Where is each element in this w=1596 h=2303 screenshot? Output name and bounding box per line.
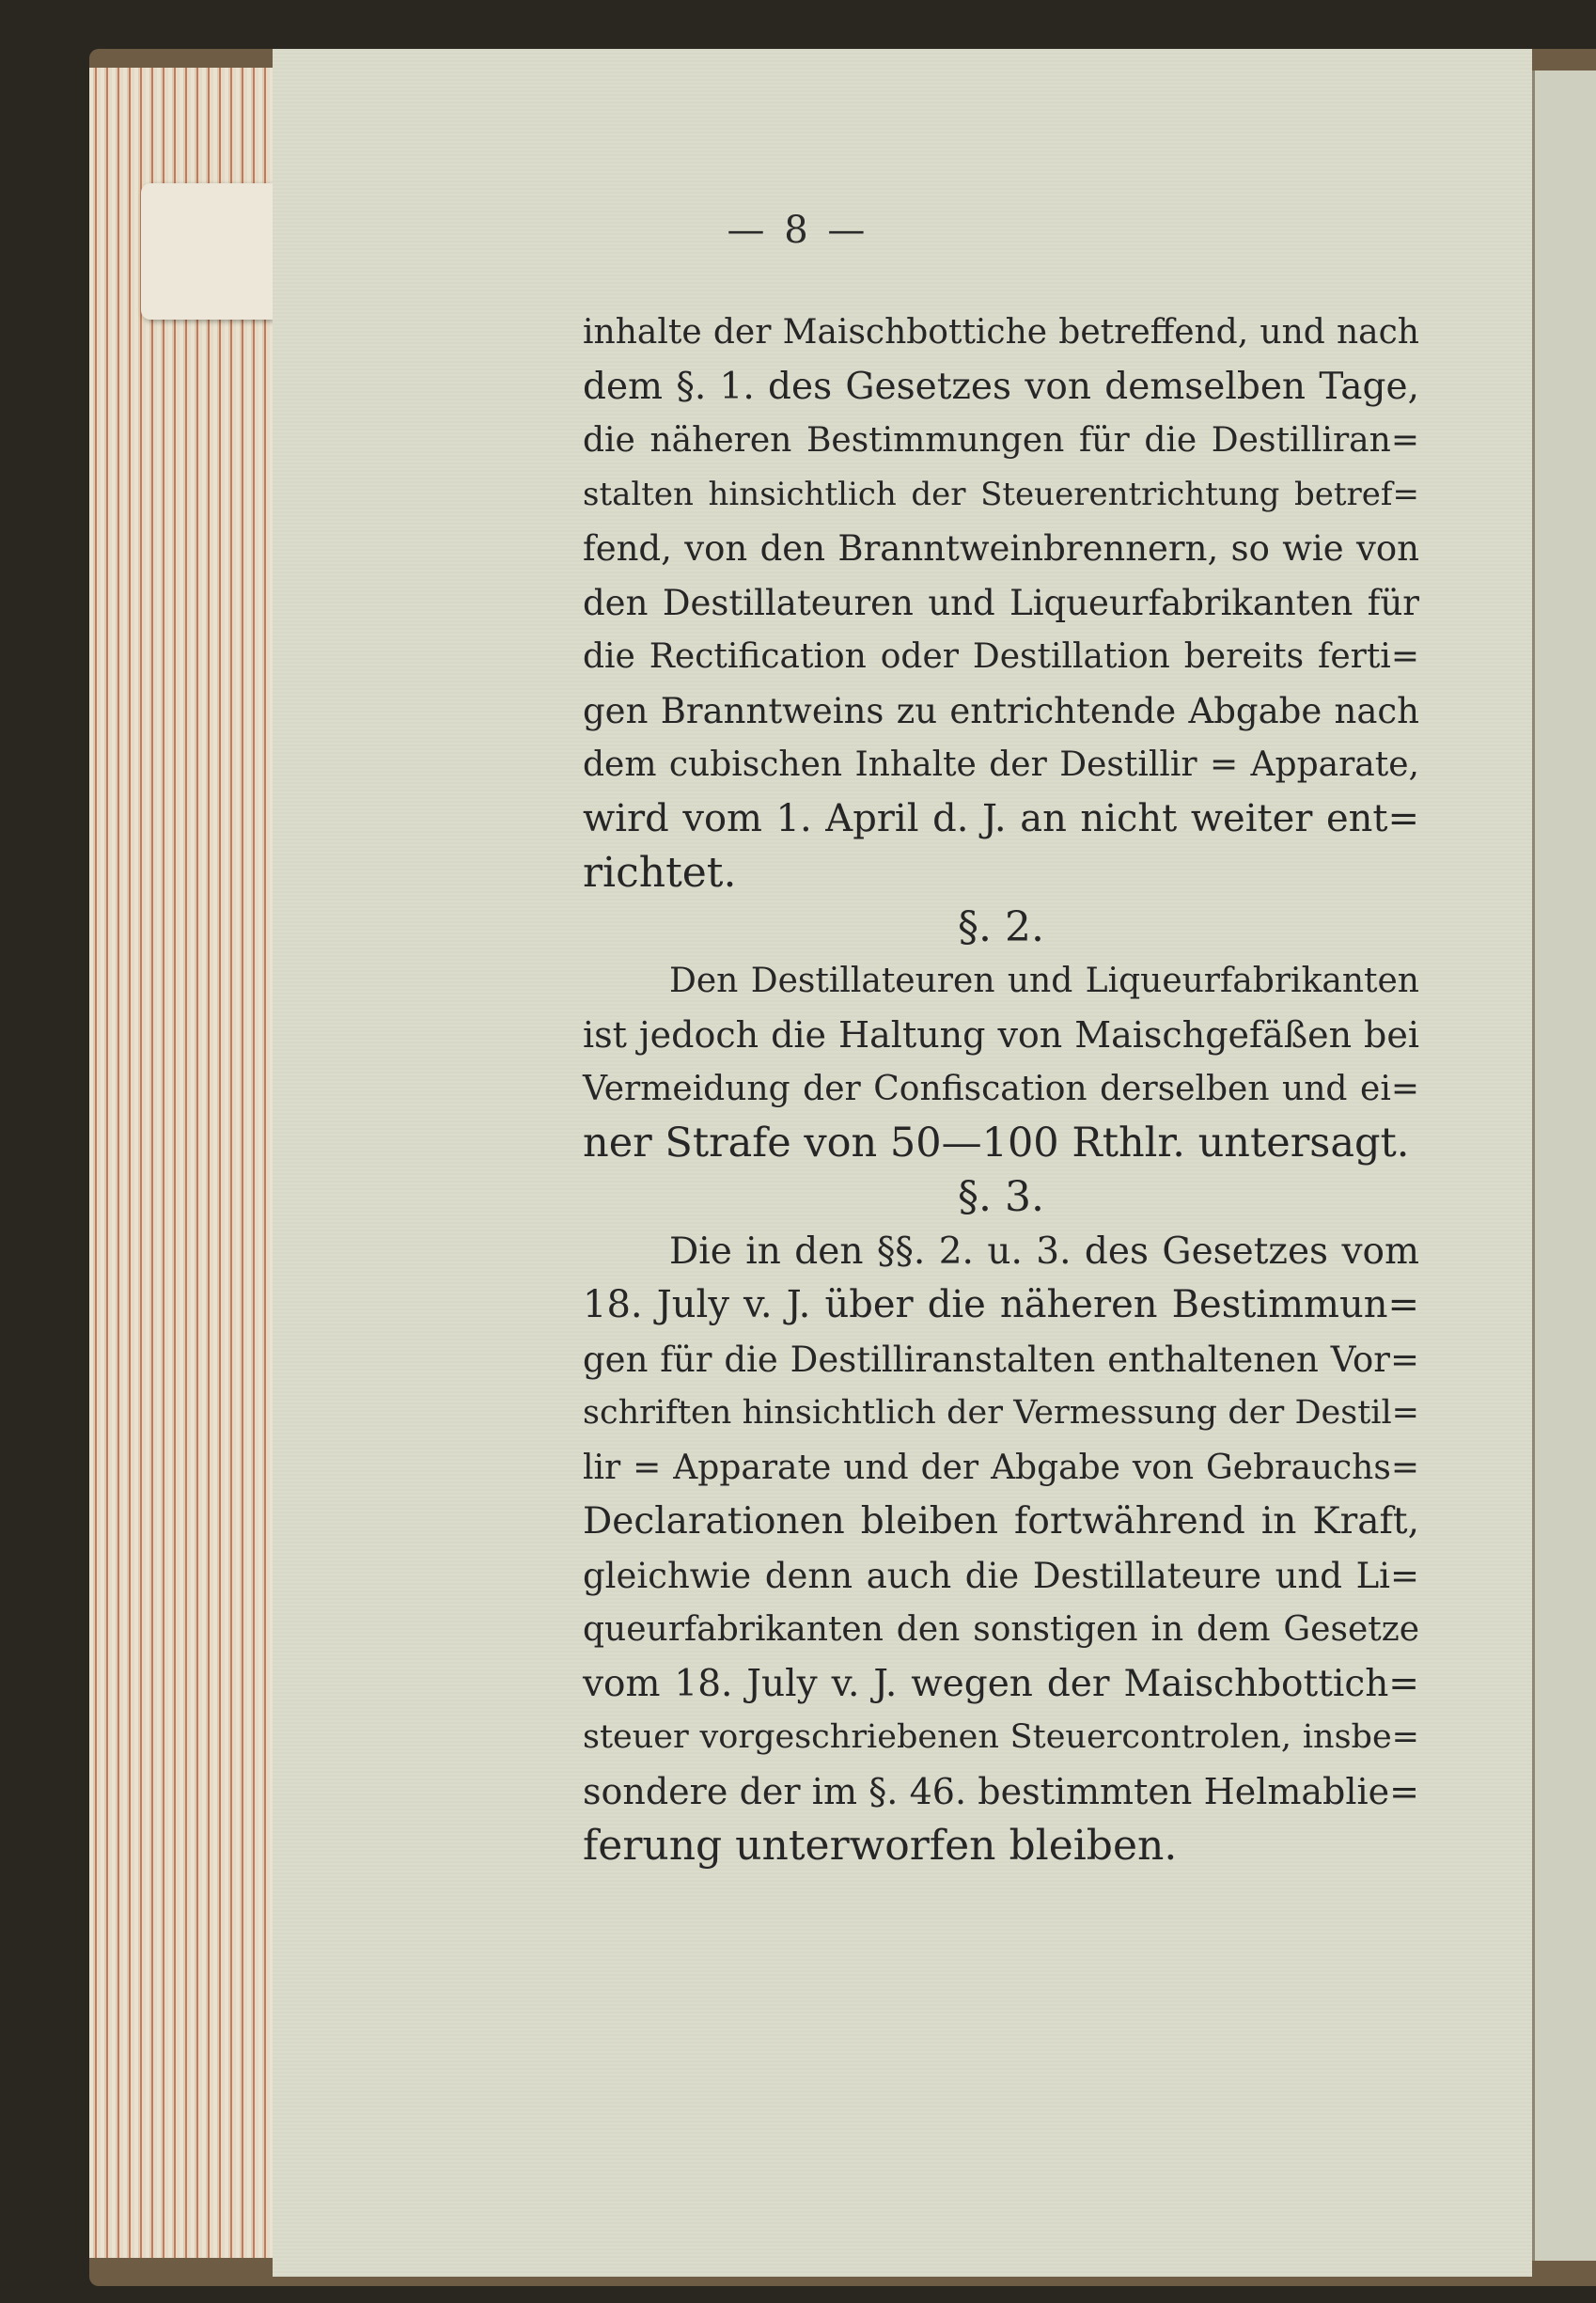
text-line: queurfabrikanten den sonstigen in dem Gesetze xyxy=(583,1610,1419,1649)
text-line: stalten hinsichtlich der Steuerentrichtung betref= xyxy=(583,475,1419,513)
text-line: lir = Apparate und der Abgabe von Gebrauchs= xyxy=(583,1448,1419,1487)
text-line: gleichwie denn auch die Destillateure und Li= xyxy=(583,1555,1419,1596)
text-line: ner Strafe von 50—100 Rthlr. untersagt. xyxy=(583,1119,1410,1167)
text-line: vom 18. July v. J. wegen der Maischbottich= xyxy=(583,1662,1419,1705)
text-line: gen für die Destilliranstalten enthaltenen Vor= xyxy=(583,1339,1419,1380)
text-line: Vermeidung der Confiscation derselben und ei= xyxy=(583,1070,1419,1108)
section-heading: §. 2. xyxy=(958,902,1044,951)
text-line: schriften hinsichtlich der Vermessung der Destil= xyxy=(583,1394,1419,1432)
text-line: Die in den §§. 2. u. 3. des Gesetzes vom xyxy=(669,1230,1419,1273)
text-line: ist jedoch die Haltung von Maischgefäßen bei xyxy=(583,1013,1419,1056)
text-line: dem cubischen Inhalte der Destillir = Apparate, xyxy=(583,745,1419,784)
text-line: 18. July v. J. über die näheren Bestimmun= xyxy=(583,1283,1419,1326)
section-heading: §. 3. xyxy=(958,1173,1044,1221)
next-page-edge xyxy=(1532,70,1596,2261)
text-line: Declarationen bleiben fortwährend in Kraft, xyxy=(583,1500,1419,1543)
text-line: den Destillateuren und Liqueurfabrikanten für xyxy=(583,582,1419,623)
text-line: die näheren Bestimmungen für die Destilliran= xyxy=(583,421,1419,460)
text-line: wird vom 1. April d. J. an nicht weiter ent= xyxy=(583,796,1419,840)
text-line: fend, von den Branntweinbrennern, so wie von xyxy=(583,528,1419,569)
text-line: richtet. xyxy=(583,849,737,897)
page-number: — 8 — xyxy=(727,209,869,252)
text-line: inhalte der Maischbottiche betreffend, und nach xyxy=(583,313,1419,352)
page-edges xyxy=(89,68,273,2258)
text-line: gen Branntweins zu entrichtende Abgabe nach xyxy=(583,690,1419,731)
text-line: ferung unterworfen bleiben. xyxy=(583,1822,1178,1870)
text-line: sondere der im §. 46. bestimmten Helmablie= xyxy=(583,1770,1419,1812)
page-text xyxy=(583,306,1419,1873)
text-line: die Rectification oder Destillation bereits ferti= xyxy=(583,637,1419,676)
text-line: dem §. 1. des Gesetzes von demselben Tage, xyxy=(583,365,1419,408)
text-line: steuer vorgeschriebenen Steuercontrolen, insbe= xyxy=(583,1718,1419,1756)
text-line: Den Destillateuren und Liqueurfabrikanten xyxy=(669,962,1419,1000)
